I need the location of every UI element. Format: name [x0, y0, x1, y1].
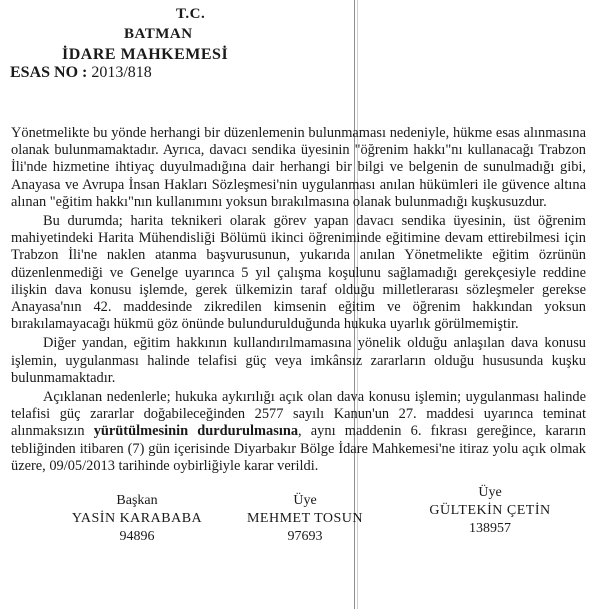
paragraph-4 — [11, 389, 586, 475]
header-city: BATMAN — [124, 26, 193, 42]
signer-number: 97693 — [287, 529, 323, 544]
signer-name: MEHMET TOSUN — [246, 511, 364, 526]
decision-body — [11, 125, 586, 475]
paragraph-4-part-2: , aynı maddenin 6. fıkrası gereğince, kararın tebliğinden itibaren (7) gün içerisinde Diyarbakır Bölge İdare Mahkemesi'ne itiraz yolu açık olmak üzere, 09/05/2013 tarihinde oybirliğiyle karar verildi. — [11, 423, 586, 474]
signer-president — [62, 492, 212, 546]
case-number-label: ESAS NO : — [10, 64, 88, 81]
paragraph-2: Bu durumda; harita teknikeri olarak görev yapan davacı sendika üyesinin, üst öğrenim mahiyetindeki Harita Mühendisliği Bölümü ikinci öğreniminde eğitimine devam ettirebilmesi için Trabzon İli'ne naklen atanma başvurusunun, yukarıda anılan Yönetmelikte eğitim özrünün düzenlenmediği ve Genelge uyarınca 5 yıl çalışma koşulunu sağlamadığı gerekçesiyle reddine ilişkin dava konusu işlemde, gerek ülkemizin taraf olduğu milletlerarası sözleşmeler gerekse Anayasa'nın 42. maddesinde zikredilen kimsenin eğitim ve öğrenim hakkından yoksun bırakılamayacağı hükmü göz önünde bulundurulduğunda hukuka uyarlık görülmemiştir. — [11, 213, 586, 333]
signer-number: 94896 — [119, 529, 155, 544]
header-court-name: İDARE MAHKEMESİ — [62, 46, 229, 63]
signer-role: Başkan — [116, 493, 158, 508]
paragraph-1: Yönetmelikte bu yönde herhangi bir düzenlemenin bulunmaması nedeniyle, hükme esas alınmasına olanak bulunmamaktadır. Ayrıca, davacı sendika üyesinin "öğrenim hakkı"nı kullanacağı Trabzon İli'nde hizmetine ihtiyaç duyulmadığına dair herhangi bir bilgi ve belgenin de sunulmadığı gibi, Anayasa ve Avrupa İnsan Hakları Sözleşmesi'nin uygulanması anılan hükümleri ile güvence altına alınan "eğitim hakkı"nın kullanımını yoksun bırakılmasına olanak bulunmadığı kuşkusuzdur. — [11, 125, 586, 210]
paragraph-3: Diğer yandan, eğitim hakkının kullandırılmamasına yönelik olduğu anlaşılan dava konusu işlemin, uygulanması halinde telafisi güç veya imkânsız zararların olduğu hususunda kuşku bulunmamaktadır. — [11, 335, 586, 386]
signer-member-1 — [220, 492, 390, 546]
header-tc: T.C. — [176, 6, 206, 22]
case-number — [10, 64, 152, 82]
paragraph-4-ruling: yürütülmesinin durdurulmasına — [93, 423, 299, 440]
signer-name: GÜLTEKİN ÇETİN — [429, 503, 551, 518]
signer-name: YASİN KARABABA — [71, 511, 203, 526]
signer-role: Üye — [478, 485, 502, 500]
paragraph-4-part-1: Açıklanan nedenlerle; hukuka aykırılığı açık olan dava konusu işlemin; uygulanması halinde telafisi güç zararlar doğabileceğinden 2577 sayılı Kanun'un 27. maddesi uyarınca teminat alınmaksızın — [11, 389, 586, 440]
signer-number: 138957 — [469, 521, 511, 536]
signer-role: Üye — [293, 493, 317, 508]
signer-member-2 — [410, 484, 570, 538]
case-number-value: 2013/818 — [87, 64, 152, 81]
